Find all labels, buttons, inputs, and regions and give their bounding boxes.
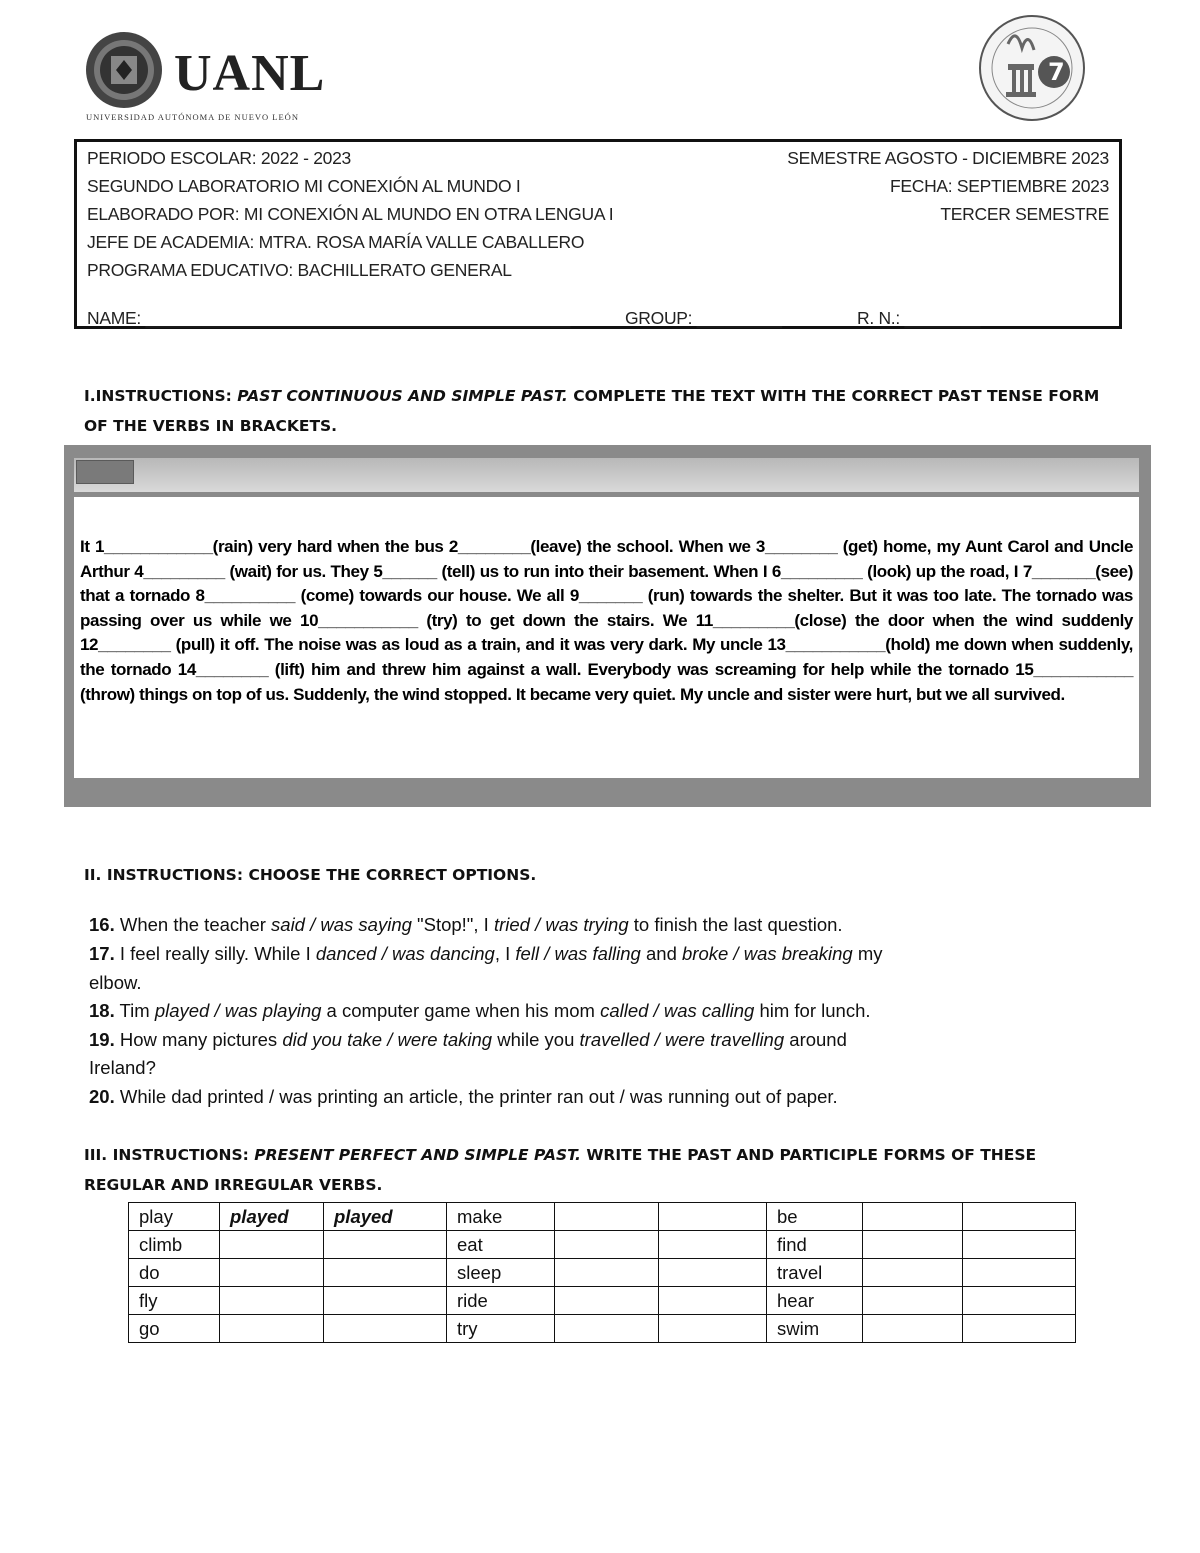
- answer-cell[interactable]: [555, 1259, 659, 1287]
- question-text: while you: [492, 1029, 580, 1050]
- part2-heading: II. INSTRUCTIONS: CHOOSE THE CORRECT OPTIONS.: [84, 866, 537, 884]
- laboratorio-text: SEGUNDO LABORATORIO MI CONEXIÓN AL MUNDO I: [87, 176, 521, 196]
- answer-cell[interactable]: [555, 1203, 659, 1231]
- option-choice[interactable]: travelled / were travelling: [579, 1029, 785, 1050]
- name-field[interactable]: NAME: _____________________________________________: [87, 308, 570, 328]
- question-text: I feel really silly. While I: [114, 943, 316, 964]
- question-17: [89, 939, 883, 968]
- question-number: 18.: [89, 1000, 115, 1021]
- answer-cell[interactable]: [220, 1231, 324, 1259]
- option-choice[interactable]: broke / was breaking: [682, 943, 853, 964]
- question-text: him for lunch.: [754, 1000, 871, 1021]
- answer-cell[interactable]: [963, 1315, 1076, 1343]
- answer-cell[interactable]: [324, 1315, 447, 1343]
- question-text: a computer game when his mom: [321, 1000, 601, 1021]
- info-box: [74, 139, 1122, 329]
- question-text: to finish the last question.: [628, 914, 843, 935]
- answer-cell[interactable]: [863, 1315, 963, 1343]
- answer-cell[interactable]: [659, 1287, 767, 1315]
- question-text: Tim: [114, 1000, 155, 1021]
- periodo-text: PERIODO ESCOLAR: 2022 - 2023: [87, 148, 351, 168]
- part3-heading-italic: PRESENT PERFECT AND SIMPLE PAST.: [254, 1146, 581, 1164]
- table-row: [129, 1203, 1076, 1231]
- panel-tab-block: [76, 460, 134, 484]
- uanl-subtitle: UNIVERSIDAD AUTÓNOMA DE NUEVO LEÓN: [86, 112, 299, 122]
- option-choice[interactable]: played / was playing: [154, 1000, 322, 1021]
- verb-cell: go: [129, 1315, 220, 1343]
- answer-cell[interactable]: [659, 1259, 767, 1287]
- rn-field[interactable]: R. N.: ________: [857, 308, 980, 328]
- question-text: "Stop!", I: [411, 914, 494, 935]
- answer-cell[interactable]: [324, 1287, 447, 1315]
- answer-cell[interactable]: [324, 1259, 447, 1287]
- question-18: [89, 996, 871, 1025]
- answer-cell[interactable]: [863, 1203, 963, 1231]
- question-text: my: [852, 943, 883, 964]
- part3-heading-prefix: III. INSTRUCTIONS:: [84, 1146, 255, 1164]
- option-choice[interactable]: did you take / were taking: [282, 1029, 493, 1050]
- answer-cell[interactable]: played: [220, 1203, 324, 1231]
- fecha-text: FECHA: SEPTIEMBRE 2023: [889, 176, 1109, 196]
- verb-cell: do: [129, 1259, 220, 1287]
- option-choice[interactable]: danced / was dancing: [315, 943, 495, 964]
- uanl-wordmark: UANL: [174, 45, 326, 102]
- question-text: How many pictures: [114, 1029, 283, 1050]
- answer-cell[interactable]: [863, 1259, 963, 1287]
- verb-cell: hear: [767, 1287, 863, 1315]
- answer-cell[interactable]: [963, 1287, 1076, 1315]
- table-row: [129, 1287, 1076, 1315]
- verb-cell: ride: [447, 1287, 555, 1315]
- question-number: 16.: [89, 914, 115, 935]
- tercer-semestre-text: TERCER SEMESTRE: [940, 204, 1109, 224]
- question-text: around: [784, 1029, 847, 1050]
- elaborado-text: ELABORADO POR: MI CONEXIÓN AL MUNDO EN OTRA LENGUA I: [87, 204, 614, 224]
- semestre-text: SEMESTRE AGOSTO - DICIEMBRE 2023: [787, 148, 1109, 168]
- table-row: [129, 1231, 1076, 1259]
- verb-cell: try: [447, 1315, 555, 1343]
- answer-cell[interactable]: [324, 1231, 447, 1259]
- verb-cell: eat: [447, 1231, 555, 1259]
- fill-in-passage: It 1____________(rain) very hard when the bus 2________(leave) the school. When we 3________ (get) home, my Aunt Carol and Uncle Arthur 4_________ (wait) for us. They 5______ (tell) us to run into their basement. When I 6_________ (look) up the road, I 7_______(see) that a tornado 8__________ (come) towards our house. We all 9_______ (run) towards the shelter. But it was too late. The tornado was passing over us while we 10___________ (try) to get down the stairs. We 11_________(close) the door when the wind suddenly 12________ (pull) it off. The noise was as loud as a train, and it was very dark. My uncle 13___________(hold) me down when suddenly, the tornado 14________ (lift) him and threw him against a wall. Everybody was screaming for help while the tornado 15___________ (throw) things on top of us. Suddenly, the wind stopped. It became very quiet. My uncle and sister were hurt, but we all survived.: [80, 537, 1133, 704]
- table-row: [129, 1259, 1076, 1287]
- answer-cell[interactable]: [220, 1287, 324, 1315]
- question-number: 20.: [89, 1086, 115, 1107]
- question-text: and: [640, 943, 683, 964]
- svg-text:7: 7: [1048, 58, 1065, 86]
- answer-cell[interactable]: [963, 1259, 1076, 1287]
- part1-heading: [84, 381, 1114, 441]
- answer-cell[interactable]: [555, 1231, 659, 1259]
- answer-cell[interactable]: [555, 1287, 659, 1315]
- option-choice[interactable]: fell / was falling: [515, 943, 641, 964]
- programa-text: PROGRAMA EDUCATIVO: BACHILLERATO GENERAL: [87, 260, 512, 280]
- uanl-logo: [84, 30, 344, 125]
- passage-panel: [64, 445, 1151, 807]
- question-text: , I: [494, 943, 516, 964]
- question-19: [89, 1025, 847, 1054]
- verb-cell: find: [767, 1231, 863, 1259]
- question-20: [89, 1082, 838, 1111]
- question-text[interactable]: While dad printed / was printing an article, the printer ran out / was running out of paper.: [114, 1086, 838, 1107]
- table-row: [129, 1315, 1076, 1343]
- part1-heading-rest: COMPLETE THE TEXT WITH THE CORRECT PAST TENSE FORM OF THE VERBS IN BRACKETS.: [84, 387, 1100, 435]
- answer-cell[interactable]: [220, 1259, 324, 1287]
- option-choice[interactable]: said / was saying: [271, 914, 412, 935]
- verb-cell: travel: [767, 1259, 863, 1287]
- answer-cell[interactable]: [963, 1231, 1076, 1259]
- question-number: 17.: [89, 943, 115, 964]
- answer-cell[interactable]: [963, 1203, 1076, 1231]
- jefe-academia-text: JEFE DE ACADEMIA: MTRA. ROSA MARÍA VALLE CABALLERO: [87, 232, 585, 252]
- question-17-wrap: elbow.: [89, 972, 142, 993]
- answer-cell[interactable]: [220, 1315, 324, 1343]
- answer-cell[interactable]: [863, 1287, 963, 1315]
- part1-heading-prefix: I.INSTRUCTIONS:: [84, 387, 238, 405]
- verb-cell: sleep: [447, 1259, 555, 1287]
- part3-heading-rest: WRITE THE PAST AND PARTICIPLE FORMS OF THESE REGULAR AND IRREGULAR VERBS.: [84, 1146, 1037, 1194]
- question-16: [89, 910, 843, 939]
- option-choice[interactable]: called / was calling: [600, 1000, 755, 1021]
- answer-cell[interactable]: [863, 1231, 963, 1259]
- verb-forms-table: [128, 1202, 1076, 1343]
- panel-title-bar: [74, 458, 1139, 492]
- verb-cell: be: [767, 1203, 863, 1231]
- verb-cell: play: [129, 1203, 220, 1231]
- answer-cell[interactable]: [555, 1315, 659, 1343]
- verb-cell: make: [447, 1203, 555, 1231]
- answer-cell[interactable]: [659, 1315, 767, 1343]
- part1-heading-italic: PAST CONTINUOUS AND SIMPLE PAST.: [237, 387, 568, 405]
- group-field[interactable]: GROUP: _________: [625, 308, 782, 328]
- option-choice[interactable]: tried / was trying: [493, 914, 629, 935]
- verb-cell: swim: [767, 1315, 863, 1343]
- verb-cell: fly: [129, 1287, 220, 1315]
- question-text: When the teacher: [114, 914, 272, 935]
- answer-cell[interactable]: played: [324, 1203, 447, 1231]
- part3-heading: [84, 1140, 1114, 1200]
- answer-cell[interactable]: [659, 1203, 767, 1231]
- question-number: 19.: [89, 1029, 115, 1050]
- university-seal-icon: [84, 30, 164, 110]
- verb-cell: climb: [129, 1231, 220, 1259]
- passage-box: [74, 497, 1139, 778]
- question-19-wrap: Ireland?: [89, 1057, 156, 1078]
- answer-cell[interactable]: [659, 1231, 767, 1259]
- preparatoria-7-seal-icon: [978, 14, 1086, 122]
